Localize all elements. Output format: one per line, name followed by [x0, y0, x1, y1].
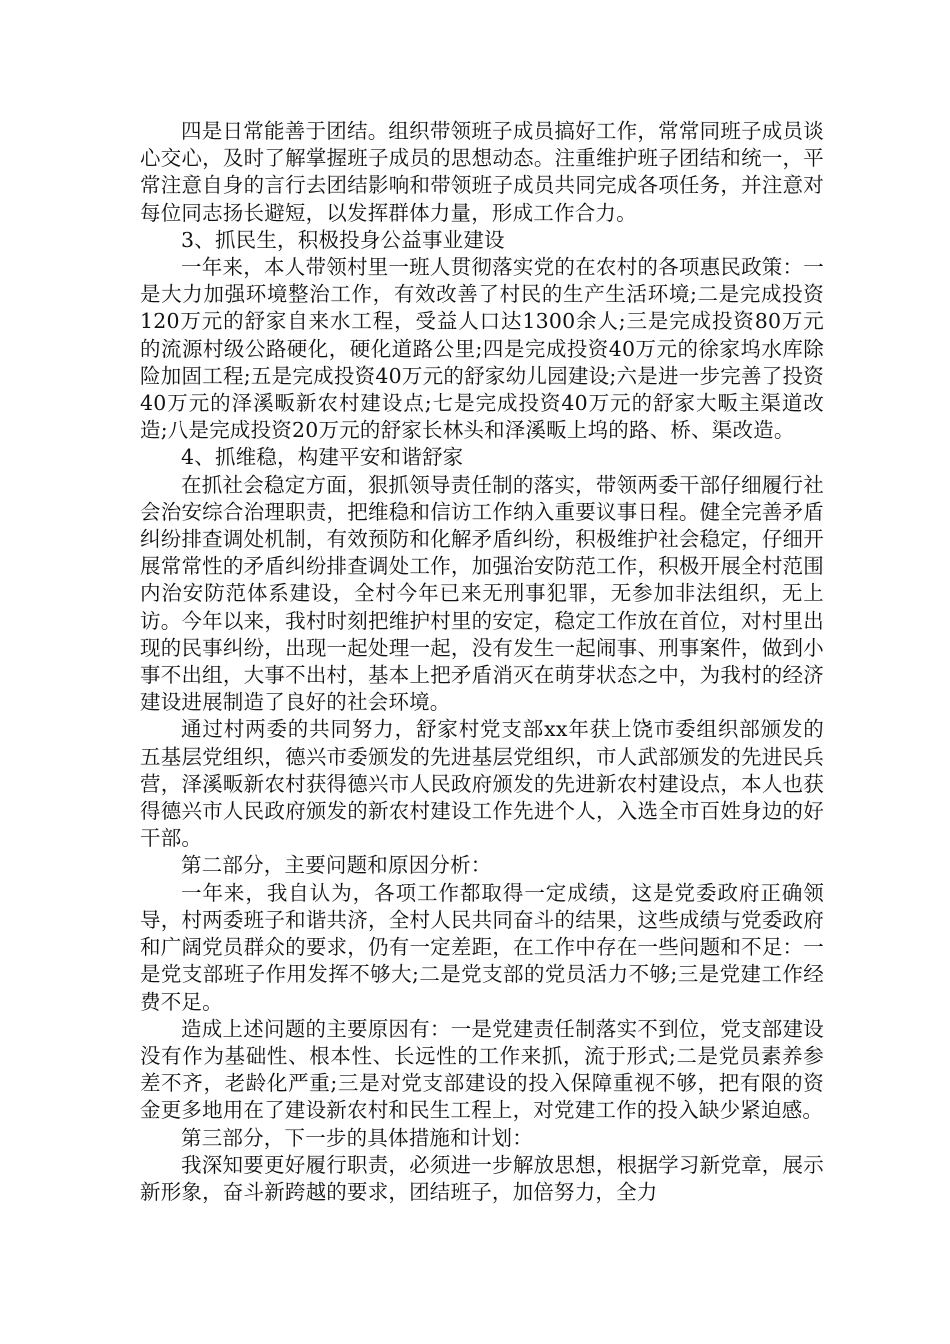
paragraph-honors: 通过村两委的共同努力，舒家村党支部xx年获上饶市委组织部颁发的五基层党组织，德兴市委颁发的先进基层党组织，市人武部颁发的先进民兵营，泽溪畈新农村获得德兴市人民政府颁发的先进新农村建设点，本人也获得德兴市人民政府颁发的新农村建设工作先进个人，入选全市百姓身边的好干部。 [140, 717, 824, 851]
heading-stability: 4、抓维稳，构建平安和谐舒家 [181, 445, 464, 470]
paragraph-unity: 四是日常能善于团结。组织带领班子成员搞好工作，常常同班子成员谈心交心，及时了解掌握班子成员的思想动态。注重维护班子团结和统一，平常注意自身的言行去团结影响和带领班子成员共同完成各项任务，并注意对每位同志扬长避短，以发挥群体力量，形成工作合力。 [140, 119, 824, 225]
heading-livelihood: 3、抓民生，积极投身公益事业建设 [181, 227, 505, 252]
heading-part-three: 第三部分，下一步的具体措施和计划： [181, 1125, 533, 1150]
paragraph-livelihood: 一年来，本人带领村里一班人贯彻落实党的在农村的各项惠民政策：一是大力加强环境整治工作，有效改善了村民的生产生活环境;二是完成投资120万元的舒家自来水工程，受益人口达1300余人;三是完成投资80万元的流源村级公路硬化，硬化道路公里;四是完成投资40万元的徐家坞水库除险加固工程;五是完成投资40万元的舒家幼儿园建设;六是进一步完善了投资40万元的泽溪畈新农村建设点;七是完成投资40万元的舒家大畈主渠道改造;八是完成投资20万元的舒家长林头和泽溪畈上坞的路、桥、渠改造。 [140, 255, 824, 443]
paragraph-problems: 一年来，我自认为，各项工作都取得一定成绩，这是党委政府正确领导，村两委班子和谐共济，全村人民共同奋斗的结果，这些成绩与党委政府和广阔党员群众的要求，仍有一定差距，在工作中存在一些问题和不足：一是党支部班子作用发挥不够大;二是党支部的党员活力不够;三是党建工作经费不足。 [140, 880, 824, 1014]
paragraph-plans: 我深知要更好履行职责，必须进一步解放思想，根据学习新党章，展示新形象，奋斗新跨越的要求，团结班子，加倍努力，全力 [140, 1152, 824, 1204]
paragraph-stability: 在抓社会稳定方面，狠抓领导责任制的落实，带领两委干部仔细履行社会治安综合治理职责，把维稳和信访工作纳入重要议事日程。健全完善矛盾纠纷排查调处机制，有效预防和化解矛盾纠纷，积极维护社会稳定，仔细开展常常性的矛盾纠纷排查调处工作，加强治安防范工作，积极开展全村范围内治安防范体系建设，全村今年已来无刑事犯罪，无参加非法组织，无上访。今年以来，我村时刻把维护村里的安定，稳定工作放在首位，对村里出现的民事纠纷，出现一起处理一起，没有发生一起闹事、刑事案件，做到小事不出组，大事不出村，基本上把矛盾消灭在萌芽状态之中，为我村的经济建设进展制造了良好的社会环境。 [140, 472, 824, 715]
paragraph-causes: 造成上述问题的主要原因有：一是党建责任制落实不到位，党支部建设没有作为基础性、根本性、长远性的工作来抓，流于形式;二是党员素养参差不齐，老龄化严重;三是对党支部建设的投入保障重视不够，把有限的资金更多地用在了建设新农村和民生工程上，对党建工作的投入缺少紧迫感。 [140, 1016, 824, 1123]
heading-part-two: 第二部分，主要问题和原因分析： [181, 853, 492, 878]
document-body [140, 118, 824, 1206]
